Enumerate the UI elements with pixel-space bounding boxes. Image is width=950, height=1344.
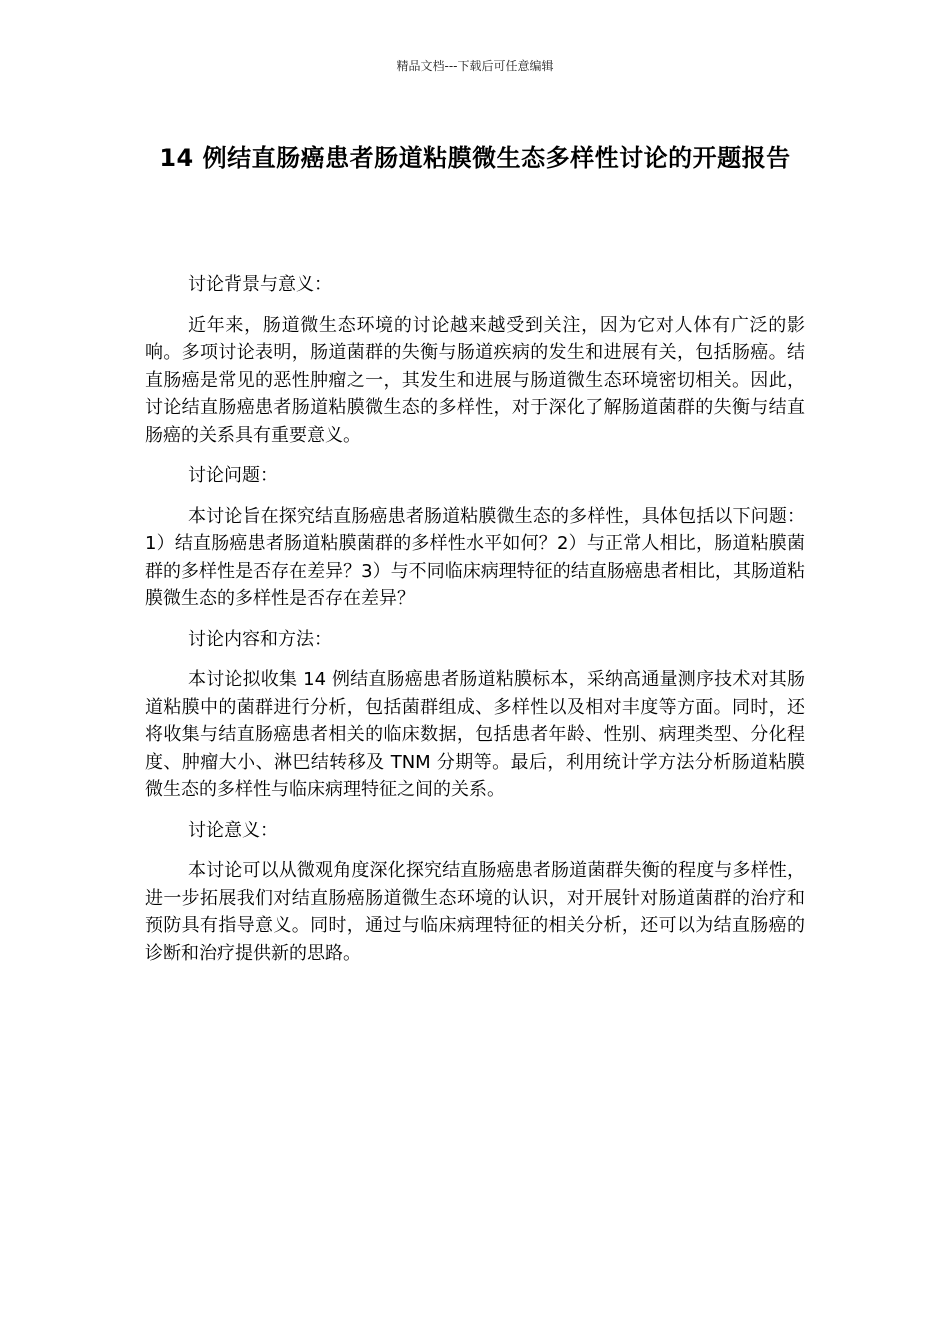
section-heading-significance: 讨论意义： bbox=[188, 819, 278, 841]
page-header: 精品文档---下载后可任意编辑 bbox=[396, 59, 554, 73]
section-paragraph-significance: 本讨论可以从微观角度深化探究结直肠癌患者肠道菌群失衡的程度与多样性，进一步拓展我们对结直肠癌肠道微生态环境的认识，对开展针对肠道菌群的治疗和预防具有指导意义。同时，通过与临床病理特征的相关分析，还可以为结直肠癌的诊断和治疗提供新的思路。 bbox=[145, 860, 805, 964]
section-paragraph-background: 近年来，肠道微生态环境的讨论越来越受到关注，因为它对人体有广泛的影响。多项讨论表明，肠道菌群的失衡与肠道疾病的发生和进展有关，包括肠癌。结直肠癌是常见的恶性肿瘤之一，其发生和进展与肠道微生态环境密切相关。因此，讨论结直肠癌患者肠道粘膜微生态的多样性，对于深化了解肠道菌群的失衡与结直肠癌的关系具有重要意义。 bbox=[145, 314, 805, 446]
section-paragraph-methods: 本讨论拟收集 14 例结直肠癌患者肠道粘膜标本，采纳高通量测序技术对其肠道粘膜中的菌群进行分析，包括菌群组成、多样性以及相对丰度等方面。同时，还将收集与结直肠癌患者相关的临床数据，包括患者年龄、性别、病理类型、分化程度、肿瘤大小、淋巴结转移及 TNM 分期等。最后，利用统计学方法分析肠道粘膜微生态的多样性与临床病理特征之间的关系。 bbox=[145, 669, 805, 800]
section-heading-questions: 讨论问题： bbox=[188, 465, 278, 486]
section-heading-background: 讨论背景与意义： bbox=[188, 274, 332, 295]
document-title: 14 例结直肠癌患者肠道粘膜微生态多样性讨论的开题报告 bbox=[159, 144, 791, 172]
document-body bbox=[145, 271, 805, 980]
section-paragraph-questions: 本讨论旨在探究结直肠癌患者肠道粘膜微生态的多样性，具体包括以下问题：1）结直肠癌患者肠道粘膜菌群的多样性水平如何？2）与正常人相比，肠道粘膜菌群的多样性是否存在差异？3）与不同临床病理特征的结直肠癌患者相比，其肠道粘膜微生态的多样性是否存在差异？ bbox=[145, 505, 805, 609]
section-heading-methods: 讨论内容和方法： bbox=[188, 628, 332, 650]
